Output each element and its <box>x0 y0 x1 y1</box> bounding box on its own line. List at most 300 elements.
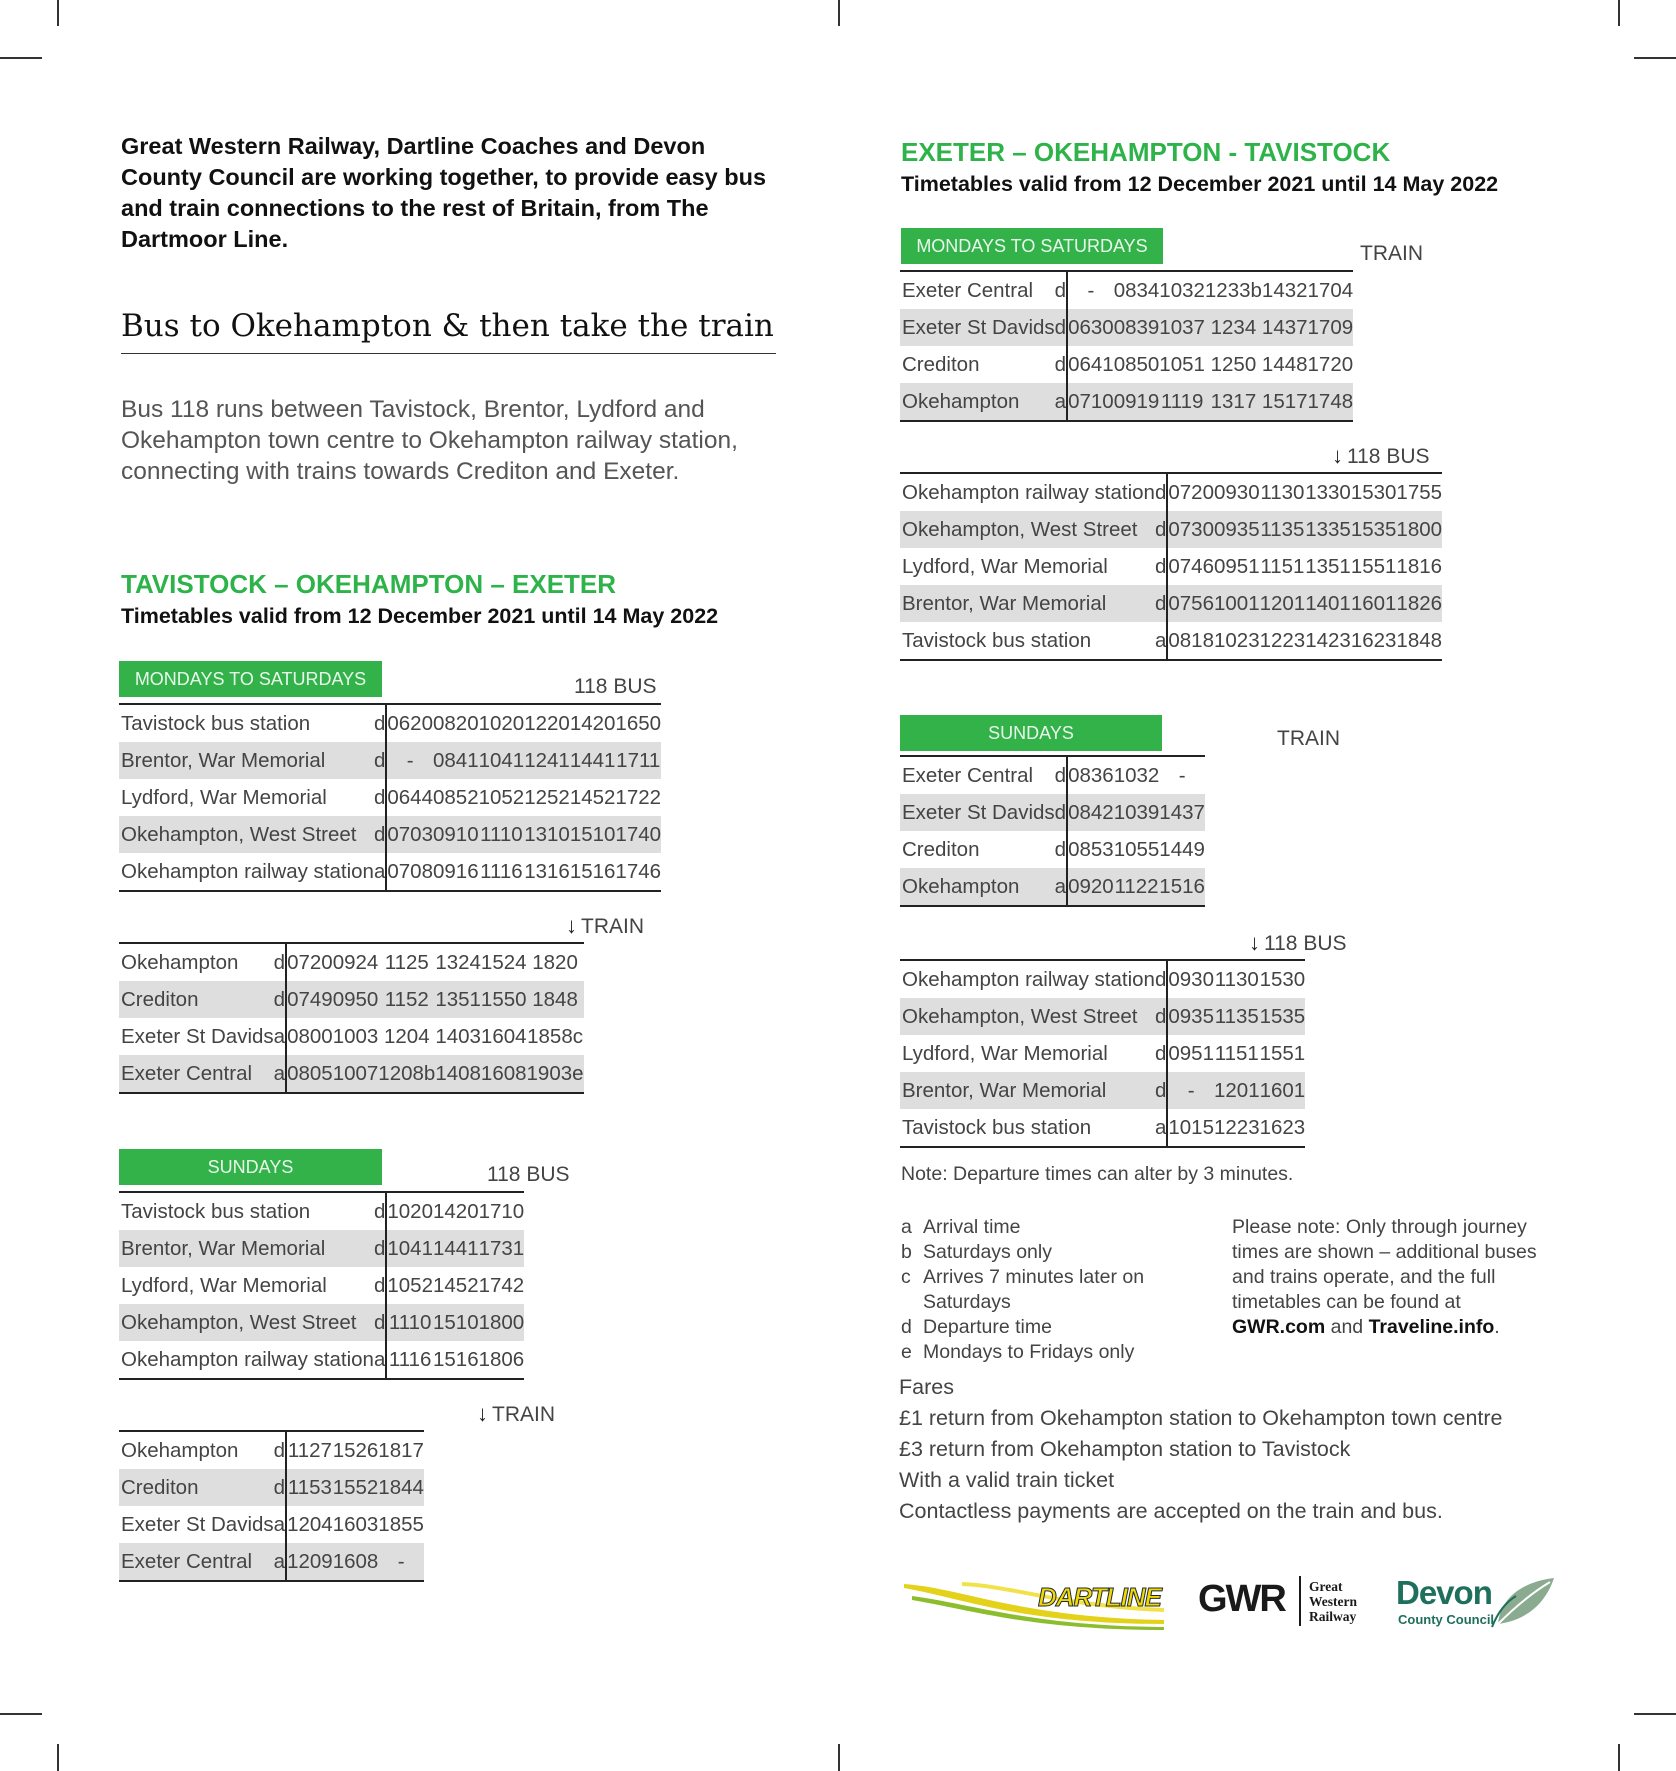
arrive-depart-marker: a <box>374 853 386 891</box>
timetable <box>119 703 661 892</box>
legend-item <box>901 1240 1191 1265</box>
validity-text: Timetables valid from 12 December 2021 until 14 May 2022 <box>121 604 719 628</box>
time-cell: 1844 <box>378 1469 424 1506</box>
crop-mark <box>0 57 42 59</box>
time-cell: 1127 <box>287 1438 332 1462</box>
arrive-depart-marker: a <box>274 1543 286 1581</box>
gwr-name <box>1309 1579 1357 1624</box>
stop-name: Lydford, War Memorial <box>902 1041 1108 1065</box>
time-cell: 1020 <box>387 1199 433 1223</box>
time-cell: 1423 <box>1305 628 1351 652</box>
time-cell: 1806 <box>478 1347 525 1371</box>
stop-name: Brentor, War Memorial <box>119 1230 374 1267</box>
time-cell: 1441 <box>570 742 616 779</box>
legend-item <box>901 1215 1191 1240</box>
mode-header <box>1332 436 1430 472</box>
legend-text: Arrives 7 minutes later on Saturdays <box>923 1266 1145 1313</box>
time-cell: 1601 <box>1351 585 1397 622</box>
time-cell: 1535 <box>1351 511 1397 548</box>
mode-header <box>566 906 644 942</box>
legend <box>901 1215 1191 1365</box>
arrive-depart-marker: a <box>1155 622 1167 660</box>
time-cell: 1110 <box>386 1304 433 1341</box>
stop-name: Okehampton <box>900 868 1055 906</box>
stop-name: Crediton <box>902 837 980 861</box>
crop-mark <box>1618 0 1620 26</box>
time-cell: 1903e <box>527 1055 584 1093</box>
time-cell: 1130 <box>1260 480 1305 504</box>
stop-name: Crediton <box>119 1469 274 1506</box>
stop-name: Brentor, War Memorial <box>900 585 1155 622</box>
table-row <box>119 981 584 1018</box>
time-cell: 1223 <box>1213 1115 1260 1139</box>
time-cell: 0842 <box>1067 794 1114 831</box>
mode-label: TRAIN <box>581 915 644 938</box>
time-cell: 0853 <box>1068 837 1114 861</box>
arrive-depart-marker: d <box>1155 1072 1167 1109</box>
time-cell: 1037 <box>1159 309 1205 346</box>
time-cell: 1551 <box>1350 554 1397 578</box>
legend-text: Mondays to Fridays only <box>923 1341 1135 1363</box>
fares-title: Fares <box>899 1375 954 1399</box>
gwr-name-line: Railway <box>1309 1609 1357 1624</box>
time-cell: 1116 <box>388 1347 432 1371</box>
time-cell: 0720 <box>287 950 333 974</box>
stop-name: Exeter St Davids <box>900 309 1055 346</box>
table-row <box>900 346 1353 383</box>
time-cell: 0919 <box>1114 383 1160 421</box>
stop-name: Tavistock bus station <box>902 628 1092 652</box>
time-cell: 1152 <box>378 981 435 1018</box>
devon-logo <box>1394 1572 1559 1634</box>
table-row <box>119 1506 424 1543</box>
crop-mark <box>1618 1744 1620 1771</box>
table-row <box>900 794 1205 831</box>
time-cell: 1817 <box>378 1438 424 1462</box>
time-cell: 1032 <box>1113 763 1160 787</box>
legend-item <box>901 1265 1191 1315</box>
table-row <box>900 1109 1305 1147</box>
time-cell: 1151 <box>1260 554 1305 578</box>
time-cell: 0930 <box>1213 480 1260 504</box>
time-cell: 0924 <box>332 950 379 974</box>
timetable <box>119 1430 424 1582</box>
time-cell: 1826 <box>1396 585 1442 622</box>
time-cell: 1746 <box>615 859 662 883</box>
legend-item <box>901 1340 1191 1365</box>
time-cell: 0710 <box>1067 383 1114 421</box>
please-note <box>1232 1215 1542 1340</box>
time-cell: 1517 <box>1262 383 1308 421</box>
mode-label: TRAIN <box>492 1403 555 1426</box>
time-cell: 1041 <box>386 1230 433 1267</box>
gwr-logo <box>1198 1572 1368 1630</box>
time-cell: 0730 <box>1167 511 1214 548</box>
time-cell: 0756 <box>1167 585 1214 622</box>
crop-mark <box>838 0 840 26</box>
time-cell: 1051 <box>1159 352 1205 376</box>
table-row <box>900 548 1442 585</box>
time-cell: 1748 <box>1308 383 1354 421</box>
mode-header <box>1277 719 1340 755</box>
dartline-wordmark: DARTLINE <box>1038 1582 1161 1612</box>
time-cell: 1535 <box>1260 998 1306 1035</box>
time-cell: - <box>1087 278 1095 302</box>
time-cell: 1432 <box>1261 278 1308 302</box>
mode-header <box>1249 923 1347 959</box>
stop-name: Exeter Central <box>119 1055 274 1093</box>
time-cell: 0935 <box>1214 511 1260 548</box>
time-cell: 1452 <box>432 1273 479 1297</box>
stop-name: Tavistock bus station <box>121 711 311 735</box>
time-cell: 1530 <box>1259 967 1306 991</box>
time-cell: 1731 <box>479 1230 525 1267</box>
time-cell: - <box>1167 1072 1214 1109</box>
gwr-name-line: Great <box>1309 1579 1343 1594</box>
time-cell: 0703 <box>386 816 433 853</box>
mode-label: 118 BUS <box>487 1163 570 1186</box>
fare-line: £3 return from Okehampton station to Tavistock <box>899 1437 1351 1461</box>
time-cell: 1220 <box>524 711 570 735</box>
crop-mark <box>0 1713 42 1715</box>
table-row <box>119 943 584 981</box>
crop-mark <box>1634 1713 1676 1715</box>
timetable <box>900 959 1305 1148</box>
time-cell: 1604 <box>480 1024 527 1048</box>
arrive-depart-marker: a <box>374 1341 386 1379</box>
mode-label: 118 BUS <box>574 675 657 698</box>
arrive-depart-marker: d <box>1155 585 1167 622</box>
time-cell: 1023 <box>1213 628 1260 652</box>
time-cell: 0841 <box>433 742 479 779</box>
time-cell: 1420 <box>569 711 616 735</box>
time-cell: 0834 <box>1113 278 1160 302</box>
stop-name: Crediton <box>902 352 980 376</box>
fares <box>899 1372 1619 1527</box>
arrive-depart-marker: d <box>1155 1035 1167 1072</box>
time-cell: 1130 <box>1214 967 1259 991</box>
stop-name: Crediton <box>119 981 274 1018</box>
table-row <box>900 1035 1305 1072</box>
time-cell: 1858c <box>527 1024 583 1048</box>
time-cell: 1039 <box>1114 794 1160 831</box>
arrive-depart-marker: a <box>1055 868 1067 906</box>
arrive-depart-marker: d <box>1055 346 1067 383</box>
stop-name: Lydford, War Memorial <box>902 554 1108 578</box>
table-row <box>119 1192 524 1230</box>
devon-subtitle: County Council <box>1398 1612 1495 1627</box>
arrive-depart-marker: a <box>1055 383 1067 421</box>
arrive-depart-marker: a <box>274 1506 286 1543</box>
arrive-depart-marker: d <box>1155 960 1167 998</box>
time-cell: 1710 <box>478 1199 525 1223</box>
time-cell: 1510 <box>433 1304 479 1341</box>
time-cell: 1711 <box>615 742 661 779</box>
table-row <box>119 704 661 742</box>
time-cell: 1800 <box>1396 511 1442 548</box>
mode-label: 118 BUS <box>1264 932 1347 955</box>
legend-key: c <box>901 1266 911 1288</box>
badge-sundays: SUNDAYS <box>119 1149 382 1185</box>
badge-mondays-to-saturdays: MONDAYS TO SATURDAYS <box>119 661 382 697</box>
time-cell: 1510 <box>570 816 616 853</box>
please-note-and: and <box>1330 1316 1364 1338</box>
table-row <box>900 622 1442 660</box>
time-cell: 1448 <box>1261 352 1308 376</box>
table-row <box>900 511 1442 548</box>
time-cell: 1330 <box>1305 480 1351 504</box>
time-cell: 1316 <box>524 859 570 883</box>
time-cell: 1351 <box>1305 554 1351 578</box>
arrive-depart-marker: d <box>1155 548 1167 585</box>
fare-line: £1 return from Okehampton station to Okehampton town centre <box>899 1406 1503 1430</box>
time-cell: 1233b <box>1204 278 1262 302</box>
stop-name: Okehampton, West Street <box>900 511 1155 548</box>
stop-name: Exeter St Davids <box>121 1024 274 1048</box>
time-cell: 1709 <box>1308 309 1354 346</box>
time-cell: 1032 <box>1159 278 1205 302</box>
legend-key: a <box>901 1216 912 1238</box>
time-cell: 1252 <box>524 785 570 809</box>
time-cell: 1552 <box>333 1469 379 1506</box>
time-cell: 1110 <box>479 816 525 853</box>
fare-line: Contactless payments are accepted on the train and bus. <box>899 1499 1443 1523</box>
time-cell: 0800 <box>287 1024 333 1048</box>
table-row <box>900 1072 1305 1109</box>
time-cell: 0805 <box>286 1055 333 1093</box>
validity-text: Timetables valid from 12 December 2021 until 14 May 2022 <box>901 172 1499 196</box>
time-cell: 1524 <box>480 950 527 974</box>
down-arrow-icon: ↓ <box>566 913 577 938</box>
time-cell: 0630 <box>1067 309 1114 346</box>
time-cell: 1001 <box>1214 585 1260 622</box>
time-cell: 1608 <box>481 1055 527 1093</box>
stop-name: Tavistock bus station <box>902 1115 1092 1139</box>
time-cell: 1351 <box>435 981 481 1018</box>
crop-mark <box>57 1744 59 1771</box>
time-cell: 0749 <box>286 981 333 1018</box>
time-cell: 1250 <box>1210 352 1257 376</box>
page-heading: Bus to Okehampton & then take the train <box>121 308 776 354</box>
arrive-depart-marker: a <box>274 1018 286 1055</box>
mode-header <box>477 1394 555 1430</box>
arrive-depart-marker: d <box>374 779 386 816</box>
time-cell: 1800 <box>479 1304 525 1341</box>
time-cell: 1119 <box>1159 383 1205 421</box>
time-cell: 1041 <box>479 742 525 779</box>
time-cell: 1335 <box>1305 511 1351 548</box>
time-cell: 1820 <box>532 950 578 974</box>
stop-name: Okehampton <box>900 383 1055 421</box>
time-cell: 1015 <box>1168 1115 1214 1139</box>
time-cell: 1704 <box>1307 278 1354 302</box>
time-cell: 0852 <box>432 785 479 809</box>
time-cell: - <box>1178 763 1186 787</box>
stop-name: Okehampton <box>121 1438 239 1462</box>
table-row <box>119 1230 524 1267</box>
time-cell: 0935 <box>1167 998 1214 1035</box>
legend-text: Departure time <box>923 1316 1052 1338</box>
table-row <box>900 998 1305 1035</box>
gwr-wordmark: GWR <box>1198 1578 1285 1620</box>
badge-mondays-to-saturdays: MONDAYS TO SATURDAYS <box>901 228 1163 264</box>
time-cell: 1516 <box>432 1347 479 1371</box>
time-cell: 1223 <box>1259 628 1306 652</box>
please-note-text: Please note: Only through journey times are shown – additional buses and trains operate, and the full timetables can be found at <box>1232 1216 1537 1313</box>
table-row <box>119 1431 424 1469</box>
stop-name: Brentor, War Memorial <box>900 1072 1155 1109</box>
arrive-depart-marker: d <box>374 816 386 853</box>
time-cell: 0910 <box>433 816 479 853</box>
table-row <box>900 473 1442 511</box>
time-cell: 1720 <box>1307 352 1354 376</box>
leaf-icon <box>1490 1572 1556 1628</box>
crop-mark <box>838 1744 840 1771</box>
route-description: Bus 118 runs between Tavistock, Brentor, Lydford and Okehampton town centre to Okehampton railway station, connecting with trains towards Crediton and Exeter. <box>121 396 738 485</box>
time-cell: 1052 <box>478 785 525 809</box>
stop-name: Okehampton railway station <box>121 1347 374 1371</box>
time-cell: 1241 <box>524 742 570 779</box>
time-cell: 1310 <box>524 816 570 853</box>
time-cell: 1135 <box>1260 511 1306 548</box>
time-cell: 1742 <box>478 1273 525 1297</box>
time-cell: 1551 <box>1259 1041 1306 1065</box>
time-cell: - <box>386 742 433 779</box>
time-cell: 1324 <box>435 950 481 974</box>
table-row <box>119 1304 524 1341</box>
legend-item <box>901 1315 1191 1340</box>
time-cell: 0951 <box>1213 554 1260 578</box>
arrive-depart-marker: d <box>1055 309 1067 346</box>
section-title-exeter-tavistock: EXETER – OKEHAMPTON - TAVISTOCK <box>901 137 1391 167</box>
legend-key: e <box>901 1341 912 1363</box>
time-cell: 0746 <box>1168 554 1214 578</box>
time-cell: 1201 <box>1214 1072 1260 1109</box>
stop-name: Lydford, War Memorial <box>121 1273 327 1297</box>
arrive-depart-marker: d <box>374 1304 386 1341</box>
please-note-end: . <box>1494 1316 1500 1338</box>
stop-name: Lydford, War Memorial <box>121 785 327 809</box>
time-cell: 1516 <box>1159 868 1205 906</box>
table-row <box>119 1267 524 1304</box>
note-text: Note: Departure times can alter by 3 minutes. <box>901 1163 1294 1185</box>
mode-header <box>1360 234 1423 270</box>
arrive-depart-marker: d <box>1055 756 1067 794</box>
time-cell: - <box>378 1543 424 1581</box>
time-cell: 1020 <box>478 711 525 735</box>
fare-line: With a valid train ticket <box>899 1468 1115 1492</box>
stop-name: Okehampton, West Street <box>119 816 374 853</box>
arrive-depart-marker: d <box>374 742 386 779</box>
time-cell: 1151 <box>1214 1041 1259 1065</box>
legend-key: b <box>901 1241 912 1263</box>
time-cell: 0641 <box>1068 352 1114 376</box>
table-row <box>119 779 661 816</box>
time-cell: 1516 <box>569 859 616 883</box>
table-row <box>900 960 1305 998</box>
mode-header <box>574 667 657 703</box>
stop-name: Exeter Central <box>119 1543 274 1581</box>
time-cell: 1135 <box>1214 998 1260 1035</box>
time-cell: 1420 <box>432 1199 479 1223</box>
time-cell: 1848 <box>527 981 584 1018</box>
mode-header <box>487 1155 570 1191</box>
time-cell: 1007 <box>333 1055 379 1093</box>
time-cell: 0951 <box>1168 1041 1214 1065</box>
time-cell: 1201 <box>1260 585 1306 622</box>
time-cell: 1601 <box>1260 1072 1306 1109</box>
table-row <box>900 271 1353 309</box>
crop-mark <box>57 0 59 26</box>
time-cell: 1855 <box>378 1512 424 1536</box>
stop-name: Exeter St Davids <box>121 1512 274 1536</box>
arrive-depart-marker: d <box>274 1431 286 1469</box>
arrive-depart-marker: d <box>1055 831 1067 868</box>
arrive-depart-marker: a <box>1155 1109 1167 1147</box>
time-cell: 1603 <box>332 1512 379 1536</box>
crop-mark <box>1634 57 1676 59</box>
legend-text: Saturdays only <box>923 1241 1052 1263</box>
mode-label: TRAIN <box>1360 242 1423 265</box>
time-cell: 1234 <box>1205 309 1262 346</box>
intro-text: Great Western Railway, Dartline Coaches and Devon County Council are working together, to provide easy bus and train connections to the rest of Britain, from The Dartmoor Line. <box>121 133 767 252</box>
time-cell: 0720 <box>1168 480 1214 504</box>
time-cell: 1526 <box>332 1438 379 1462</box>
gwr-name-line: Western <box>1309 1594 1357 1609</box>
timetable <box>119 942 584 1094</box>
arrive-depart-marker: d <box>374 704 386 742</box>
time-cell: 1055 <box>1113 837 1160 861</box>
table-row <box>119 816 661 853</box>
time-cell: 1816 <box>1396 554 1443 578</box>
devon-wordmark: Devon <box>1396 1574 1492 1611</box>
time-cell: 0850 <box>1113 352 1160 376</box>
table-row <box>119 1341 524 1379</box>
gwr-link[interactable]: GWR.com <box>1232 1316 1326 1338</box>
time-cell: 1317 <box>1205 383 1262 421</box>
time-cell: 0950 <box>333 981 379 1018</box>
table-row <box>119 853 661 891</box>
timetable <box>119 1191 524 1380</box>
time-cell: 1449 <box>1159 837 1205 861</box>
timetable <box>900 472 1442 661</box>
time-cell: 1530 <box>1350 480 1397 504</box>
time-cell: 0836 <box>1068 763 1114 787</box>
legend-text: Arrival time <box>923 1216 1021 1238</box>
arrive-depart-marker: d <box>1155 511 1167 548</box>
arrive-depart-marker: d <box>1155 473 1167 511</box>
time-cell: 1122 <box>1114 868 1160 906</box>
time-cell: 0818 <box>1168 628 1214 652</box>
stop-name: Okehampton railway station <box>902 967 1155 991</box>
time-cell: 1408 <box>435 1055 481 1093</box>
time-cell: 1403 <box>435 1024 481 1048</box>
time-cell: 0644 <box>387 785 433 809</box>
traveline-link[interactable]: Traveline.info <box>1368 1316 1495 1338</box>
time-cell: 1208b <box>378 1055 435 1093</box>
stop-name: Exeter Central <box>902 763 1034 787</box>
table-row <box>119 1469 424 1506</box>
time-cell: 1209 <box>286 1543 333 1581</box>
mode-label: TRAIN <box>1277 727 1340 750</box>
time-cell: 1401 <box>1305 585 1351 622</box>
time-cell: 1623 <box>1259 1115 1306 1139</box>
table-row <box>119 1018 584 1055</box>
table-row <box>900 831 1205 868</box>
dartline-logo <box>902 1574 1172 1632</box>
arrive-depart-marker: d <box>274 1469 286 1506</box>
timetable <box>900 270 1353 422</box>
